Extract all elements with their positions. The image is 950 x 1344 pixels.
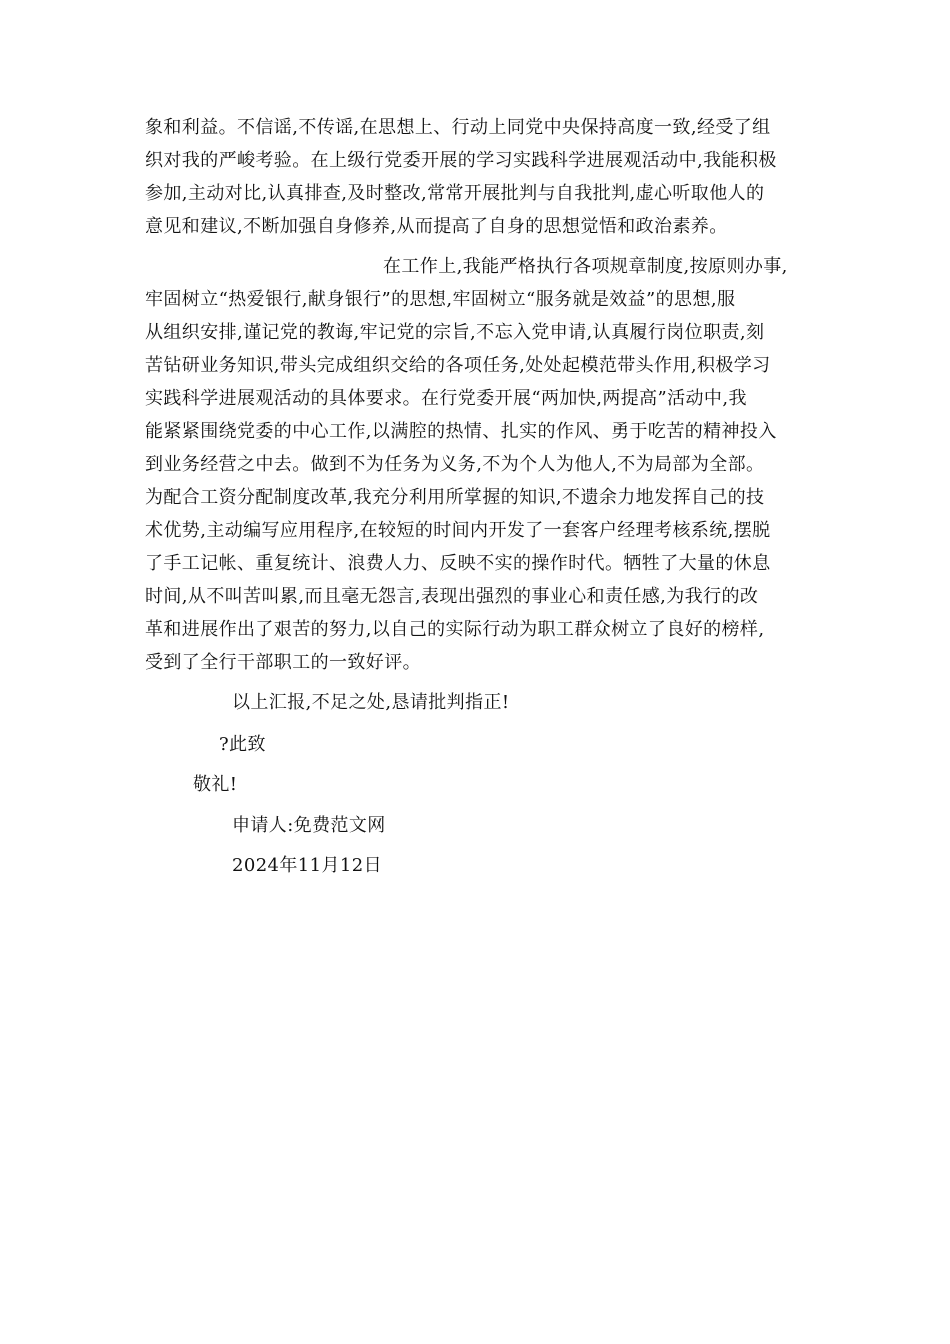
- body-line-9: 实践科学进展观活动的具体要求。在行党委开展“两加快,两提高”活动中,我: [145, 388, 747, 409]
- body-line-13: 术优势,主动编写应用程序,在较短的时间内开发了一套客户经理考核系统,摆脱: [145, 520, 771, 541]
- body-line-14: 了手工记帐、重复统计、浪费人力、反映不实的操作时代。牺牲了大量的休息: [145, 553, 771, 574]
- salutation-line: ?此致: [219, 734, 266, 755]
- body-line-3: 参加,主动对比,认真排查,及时整改,常常开展批判与自我批判,虚心听取他人的: [145, 183, 765, 204]
- body-line-4: 意见和建议,不断加强自身修养,从而提高了自身的思想觉悟和政治素养。: [145, 216, 728, 237]
- body-line-7: 从组织安排,谨记党的教诲,牢记党的宗旨,不忘入党申请,认真履行岗位职责,刻: [145, 322, 765, 343]
- body-line-10: 能紧紧围绕党委的中心工作,以满腔的热情、扎实的作风、勇于吃苦的精神投入: [145, 421, 777, 442]
- regards-line: 敬礼!: [193, 774, 238, 795]
- body-line-1: 象和利益。不信谣,不传谣,在思想上、行动上同党中央保持高度一致,经受了组: [145, 117, 771, 138]
- applicant-signature: 申请人:免费范文网: [232, 815, 386, 836]
- paragraph-start-line: 在工作上,我能严格执行各项规章制度,按原则办事,: [383, 256, 788, 277]
- closing-remark: 以上汇报,不足之处,恳请批判指正!: [232, 692, 510, 713]
- body-line-16: 革和进展作出了艰苦的努力,以自己的实际行动为职工群众树立了良好的榜样,: [145, 619, 765, 640]
- body-line-12: 为配合工资分配制度改革,我充分利用所掌握的知识,不遗余力地发挥自己的技: [145, 487, 765, 508]
- body-line-6: 牢固树立“热爱银行,献身银行”的思想,牢固树立“服务就是效益”的思想,服: [145, 289, 736, 310]
- body-line-15: 时间,从不叫苦叫累,而且毫无怨言,表现出强烈的事业心和责任感,为我行的改: [145, 586, 759, 607]
- document-date: 2024年11月12日: [232, 855, 383, 876]
- body-line-8: 苦钻研业务知识,带头完成组织交给的各项任务,处处起模范带头作用,积极学习: [145, 355, 771, 376]
- body-line-11: 到业务经营之中去。做到不为任务为义务,不为个人为他人,不为局部为全部。: [145, 454, 765, 475]
- body-line-17: 受到了全行干部职工的一致好评。: [145, 652, 421, 673]
- body-line-2: 织对我的严峻考验。在上级行党委开展的学习实践科学进展观活动中,我能积极: [145, 150, 777, 171]
